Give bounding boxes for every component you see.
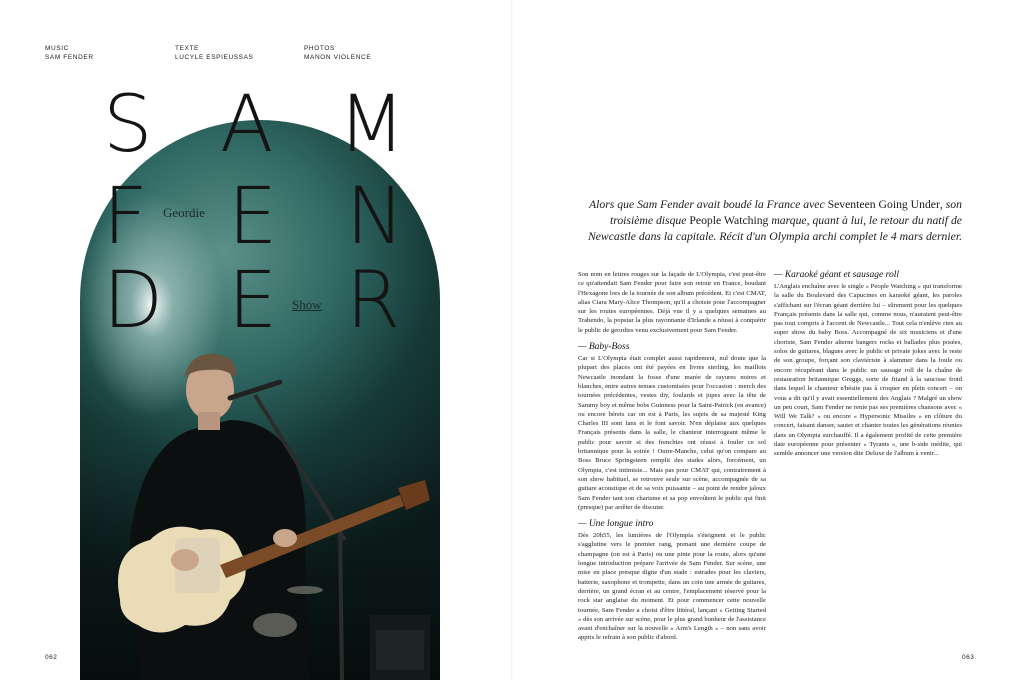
credit-photos-label: PHOTOS: [304, 45, 335, 52]
title-letter: E: [228, 256, 278, 346]
credit-music-value: SAM FENDER: [45, 54, 94, 61]
credit-texte-label: TEXTE: [175, 45, 199, 52]
article-paragraph: Dès 20h55, les lumières de l'Olympia s'éteignent et le public s'agglutine vers le premier rang, prenant une dernière coupe de champagne (on est à Paris) ou une pinte pour la route, alors qu'une longue introduction prépare l'arrivée de Sam Fender. Sur scène, une mise en place presque digne d'un stade : estrades pour les claviers, batterie, saxophone et trompette, dans un coin une armée de guitares, derrière, un grand écran et au centre, l'emplacement réservé pour la rock star anglaise du moment. Et pour commencer cette nouvelle tournée, Sam Fender a choisi d'être littéral, lançant « Getting Started » dès son arrivée sur scène, pour le plus grand bonheur de l'assistance avant d'enchaîner sur la nouvelle « Arm's Length » – non sans avoir appris le refrain à son public d'abord.: [578, 532, 766, 642]
article-subheading: — Karaoké géant et sausage roll: [774, 270, 899, 280]
credit-texte-value: LUCYLE ESPIEUSSAS: [175, 54, 254, 61]
album-title: Seventeen Going Under: [827, 198, 940, 211]
article-column-1: [578, 270, 766, 643]
title-word-geordie: Geordie: [163, 205, 205, 220]
page-number-left: 062: [45, 654, 58, 661]
title-letter: F: [103, 172, 148, 262]
page-number-right: 063: [962, 654, 975, 661]
article-subheading: — Une longue intro: [578, 519, 654, 530]
title-word-show: Show: [292, 297, 322, 312]
title-letter: D: [103, 256, 164, 346]
title-letter: M: [338, 80, 406, 170]
standfirst-part: , son troisième disque: [609, 198, 962, 227]
standfirst: [576, 197, 962, 245]
title-letter: A: [220, 80, 274, 170]
standfirst-part: Alors que Sam Fender avait boudé la France avec: [589, 198, 828, 211]
page-gutter: [511, 0, 513, 680]
credit-photos-value: MANON VIOLENCE: [304, 54, 372, 61]
article-subheading: — Baby-Boss: [578, 342, 630, 353]
article-paragraph: L'Anglais enchaîne avec le single « People Watching » qui transforme la salle du Boulevard des Capucines en karaoké géant, les paroles s'affichant sur l'écran géant derrière lui – sûrement pour les quelques Français présents dans la salle qui, comme nous, n'auraient peut-être pas tout compris à l'accent de Newcastle... Tout cela n'enlève rien au super show du baby Boss. Accompagné de six musiciens et d'une choriste, Sam Fender alterne bangers rocks et ballades plus posées, solos de guitares, blagues avec le public et private jokes avec le reste de son groupe, forçant son claviériste à slammer dans la foule ou encore récupérant dans le public un sausage roll de la chaîne de restauration britannique Greggs, sorte de friand à la saucisse froid dans lequel le chanteur n'hésite pas à croquer en plein concert – on vous a dit qu'il y avait essentiellement des Anglais ? Malgré un show un peu court, Sam Fender ne renie pas ses premières chansons avec « Will We Talk? » ou encore « Hypersonic Missiles » en clôture du concert, faisant danser, sauter et chanter toutes les générations réunies dans un Olympia surchauffé. Il a également profité de cette première date européenne pour présenter « Tyrants », une b-side inédite, qui semble annoncer une version dite Deluxe de l'album à venir...: [774, 283, 962, 458]
title-letter: E: [228, 172, 278, 262]
title-letter: R: [346, 256, 401, 346]
article-paragraph: Car si L'Olympia était complet aussi rapidement, nul doute que la plupart des places ont été payées en livres sterling, les maillots Newcastle inondant la fosse d'une marée de rayures noires et blanches, entre autres tenues customisées pour l'occasion : merch des tournées précédentes, vestes diy, foulards et jupes avec la tête de Sammy boy et même bobs Guinness pour la Saint-Patrick (en avance) ou encore bérets car on est à Paris, les sujets de sa majesté King Charles III sont fans et le font savoir. N'en déplaise aux quelques Français présents dans la salle, le chanteur interrogeant même le public pour savoir si des frenchies ont réussi à fouler ce sol britannique pour la soirée ! Outre-Manche, celui qu'on compare au Boss Bruce Springsteen remplit des stades alors, forcément, un Olympia, c'est intimiste... Mais pas pour CMAT qui, contrairement à son show habituel, se retrouve seule sur scène, accompagnée de sa guitare acoustique et de sa voix puissante – au point de rendre jaloux Sam Fender tant son charisme et sa pop envoûtent le public qui finit (presque) par arrêter de discuter.: [578, 355, 766, 511]
standfirst-part: marque, quant à lui, le retour du natif de Newcastle dans la capitale. Récit d'un Olympia archi complet le 4 mars dernier.: [587, 214, 962, 243]
credit-music-label: MUSIC: [45, 45, 69, 52]
credit-photos: [304, 44, 371, 62]
article-paragraph: Son nom en lettres rouges sur la façade de L'Olympia, c'est peut-être ce qu'attendait Sam Fender pour faire son retour en France, boudant l'Hexagone lors de la tournée de son album précédent. Et c'est CMAT, alias Ciara Mary-Alice Thompson, qu'il a choisie pour l'accompagner sur les routes européennes. Déjà vue il y a quelques semaines au Trabendo, la popstar la plus rayonnante d'Irlande a réussi à conquérir le public de geordies venu exclusivement pour Sam Fender.: [578, 271, 766, 334]
title-letter: S: [103, 80, 153, 170]
article-column-2: [774, 270, 962, 459]
credit-texte: [175, 44, 253, 62]
title-letter: N: [346, 172, 405, 262]
credit-music: [45, 44, 94, 62]
album-title: People Watching: [689, 214, 769, 227]
